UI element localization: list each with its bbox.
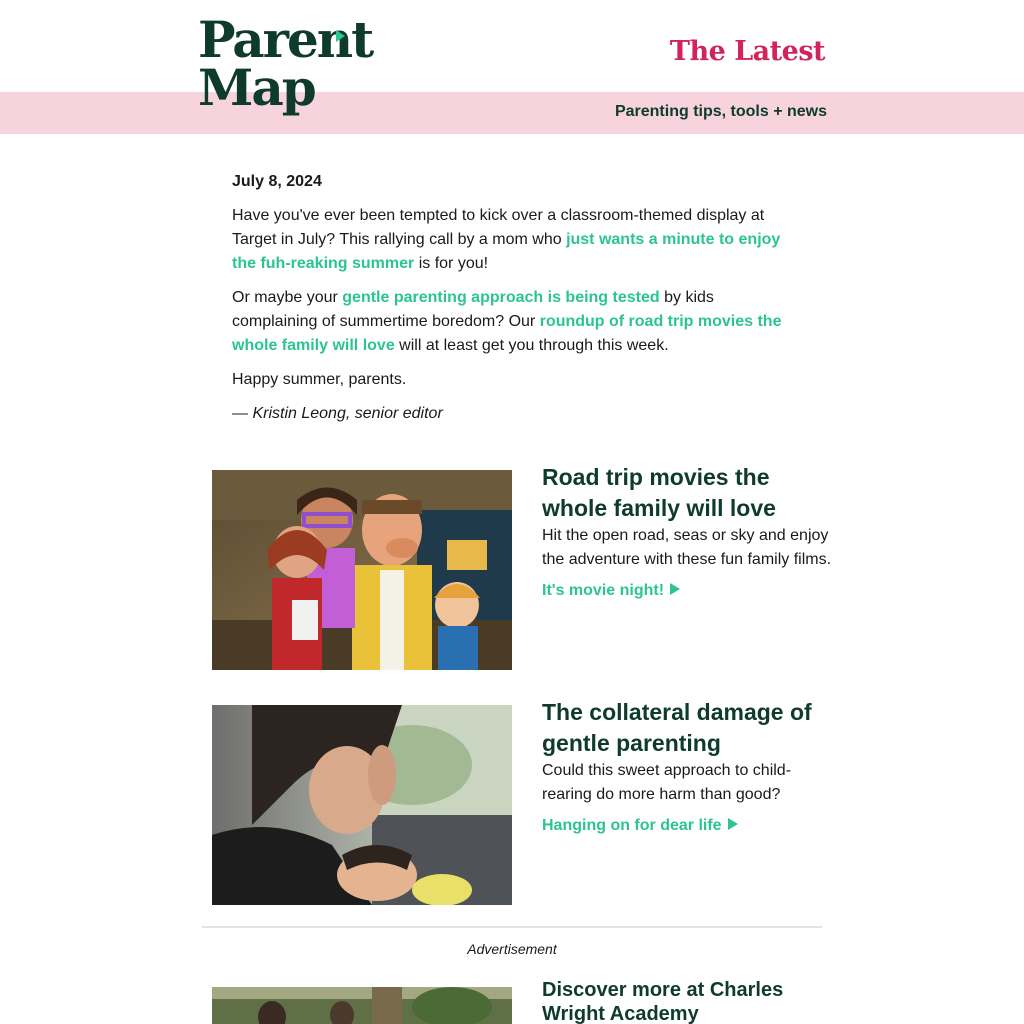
cta-label: Hanging on for dear life [542,817,722,834]
issue-date: July 8, 2024 [232,173,322,190]
dear-life-link[interactable] [542,817,738,835]
story-text [542,462,832,600]
text: will at least get you through this week. [394,337,669,354]
play-icon [336,30,345,42]
play-arrow-icon [728,818,738,830]
ad-image-forest[interactable] [212,987,512,1024]
intro-letter [232,170,792,436]
story-title[interactable]: Road trip movies the whole family will love [542,464,776,521]
logo-word-parent: Parent [198,10,373,69]
story-image-tired-mom[interactable] [212,705,512,905]
story-description: Could this sweet approach to child-rearing do more harm than good? [542,762,792,803]
story-text [542,978,832,1024]
gentle-parenting-link[interactable]: gentle parenting approach is being tested [342,289,660,306]
email-header [0,0,1024,134]
text: is for you! [414,255,489,272]
ad-divider [202,926,822,928]
intro-paragraph-1 [232,204,792,276]
cta-label: It's movie night! [542,582,665,599]
header-band [0,92,1024,134]
intro-paragraph-3: Happy summer, parents. [232,371,407,388]
story-title[interactable]: Discover more at Charles Wright Academy [542,979,784,1024]
section-title: The Latest [669,36,825,67]
road-trip-movies-link[interactable]: roundup of road trip movies the whole family will love [232,313,782,354]
movie-night-link[interactable] [542,582,680,600]
text: Have you've ever been tempted to kick over a classroom-themed display at Target in July? This rallying call by a mom who [232,207,765,248]
intro-paragraph-2 [232,286,792,358]
text: Or maybe your [232,289,343,306]
story-description: Hit the open road, seas or sky and enjoy the adventure with these fun family films. [542,527,832,568]
advertisement-label: Advertisement [467,941,557,957]
story-text [542,697,832,835]
tagline: Parenting tips, tools + news [614,103,827,120]
text: by kids complaining of summertime boredom? Our [232,289,714,330]
story-title[interactable]: The collateral damage of gentle parenting [542,699,812,756]
story-image-animated-family[interactable] [212,470,512,670]
logo-word-map: Map [198,58,315,117]
summer-rant-link[interactable]: just wants a minute to enjoy the fuh-reaking summer [232,231,781,272]
play-arrow-icon [670,583,680,595]
parentmap-logo[interactable] [198,10,373,117]
editor-signature: — Kristin Leong, senior editor [232,405,443,422]
